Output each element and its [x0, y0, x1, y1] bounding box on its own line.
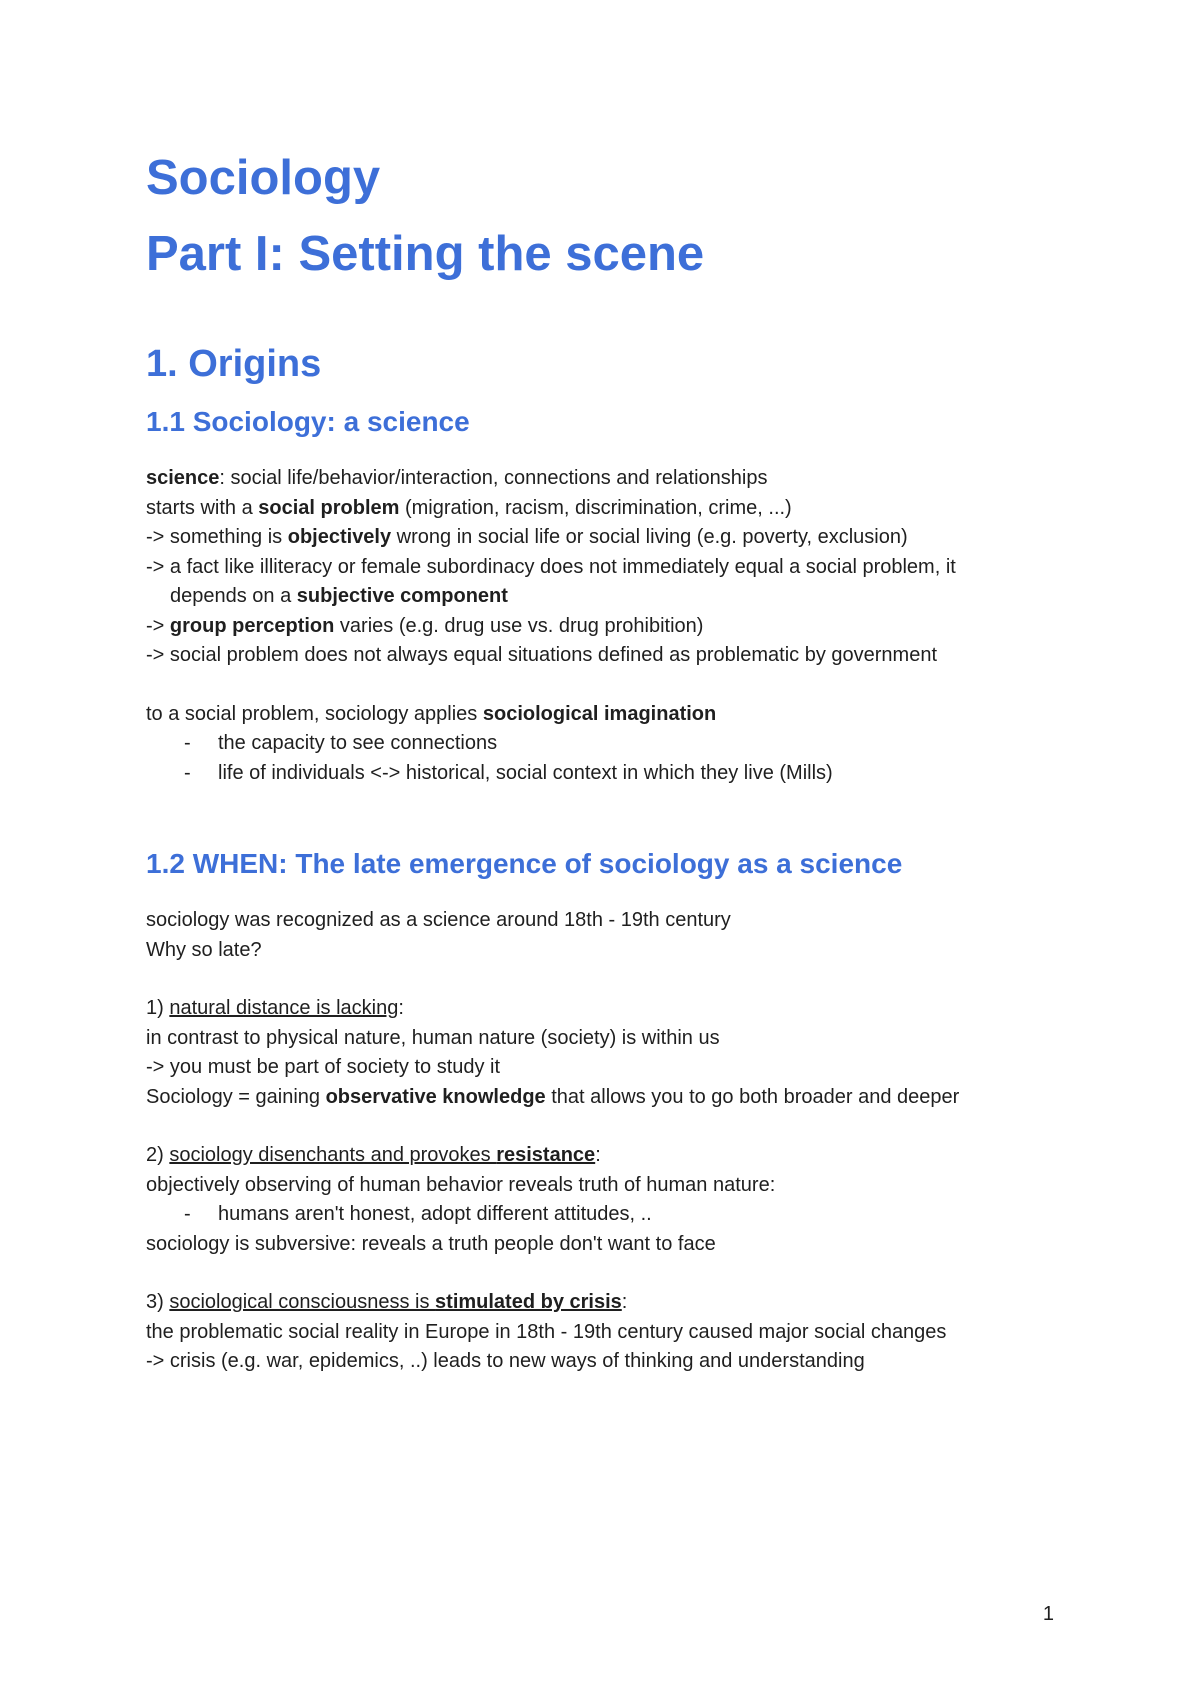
bold-term: science: [146, 467, 220, 489]
bold-term: sociological imagination: [482, 702, 717, 725]
text-line: depends on a subjective component: [170, 585, 508, 607]
section-heading-origins: 1. Origins: [146, 343, 322, 385]
text-line: -> social problem does not always equal situations defined as problematic by government: [146, 644, 937, 666]
text-line: -> something is objectively wrong in social life or social living (e.g. poverty, exclusion): [146, 526, 908, 548]
subsection-heading-science: 1.1 Sociology: a science: [146, 406, 470, 437]
bold-term: resistance: [496, 1144, 596, 1166]
bold-term: objectively: [287, 526, 392, 548]
text-line: in contrast to physical nature, human nature (society) is within us: [146, 1026, 720, 1049]
underlined-text: sociological consciousness is stimulated by crisis: [169, 1291, 622, 1313]
bold-term: group perception: [169, 614, 335, 637]
text-line: -> you must be part of society to study it: [146, 1056, 501, 1078]
reason-heading: 3) sociological consciousness is stimulated by crisis:: [146, 1291, 628, 1313]
bold-term: stimulated by crisis: [435, 1291, 622, 1313]
underlined-text: natural distance is lacking: [169, 997, 399, 1019]
underlined-text: sociology disenchants and provokes resistance: [169, 1144, 596, 1166]
text-line: the problematic social reality in Europe in 18th - 19th century caused major social changes: [146, 1320, 947, 1343]
text-line: science: social life/behavior/interaction, connections and relationships: [146, 467, 768, 489]
document-title: Sociology: [146, 151, 381, 205]
science-definition-block: [146, 464, 1086, 671]
text-line: starts with a social problem (migration, racism, discrimination, crime, ...): [146, 496, 792, 519]
bullet-dash: -: [184, 761, 191, 784]
bold-term: observative knowledge: [325, 1085, 546, 1108]
document-subtitle: Part I: Setting the scene: [146, 227, 705, 281]
reason-heading: 1) natural distance is lacking:: [146, 997, 404, 1019]
text-line: Why so late?: [146, 938, 262, 961]
sociological-imagination-block: [146, 700, 1086, 789]
reason-3-block: [146, 1288, 1086, 1377]
text-line: -> a fact like illiteracy or female subordinacy does not immediately equal a social problem, it: [146, 555, 956, 578]
bullet-dash: -: [184, 1203, 191, 1225]
list-item: - the capacity to see connections: [146, 729, 1086, 759]
reason-1-block: [146, 994, 1086, 1112]
bullet-dash: -: [184, 732, 191, 754]
text-line: sociology is subversive: reveals a truth people don't want to face: [146, 1232, 716, 1255]
emergence-intro-block: [146, 906, 1086, 965]
text-line: Sociology = gaining observative knowledge that allows you to go both broader and deeper: [146, 1085, 960, 1108]
text-line: -> crisis (e.g. war, epidemics, ..) leads to new ways of thinking and understanding: [146, 1350, 865, 1372]
text-line: to a social problem, sociology applies sociological imagination: [146, 702, 717, 725]
bold-term: subjective component: [296, 585, 508, 607]
text-line: -> group perception varies (e.g. drug use vs. drug prohibition): [146, 614, 704, 637]
subsection-heading-when: 1.2 WHEN: The late emergence of sociology as a science: [146, 848, 903, 879]
reason-2-block: [146, 1141, 1086, 1259]
text-line: objectively observing of human behavior reveals truth of human nature:: [146, 1173, 776, 1196]
list-item: - life of individuals <-> historical, social context in which they live (Mills): [146, 759, 1086, 789]
text-line: sociology was recognized as a science around 18th - 19th century: [146, 909, 731, 931]
page-number: 1: [1042, 1603, 1054, 1625]
list-item: - humans aren't honest, adopt different attitudes, ..: [146, 1200, 1086, 1230]
page-content: [146, 140, 1086, 1377]
bold-term: social problem: [258, 496, 400, 519]
reason-heading: 2) sociology disenchants and provokes resistance:: [146, 1144, 601, 1166]
